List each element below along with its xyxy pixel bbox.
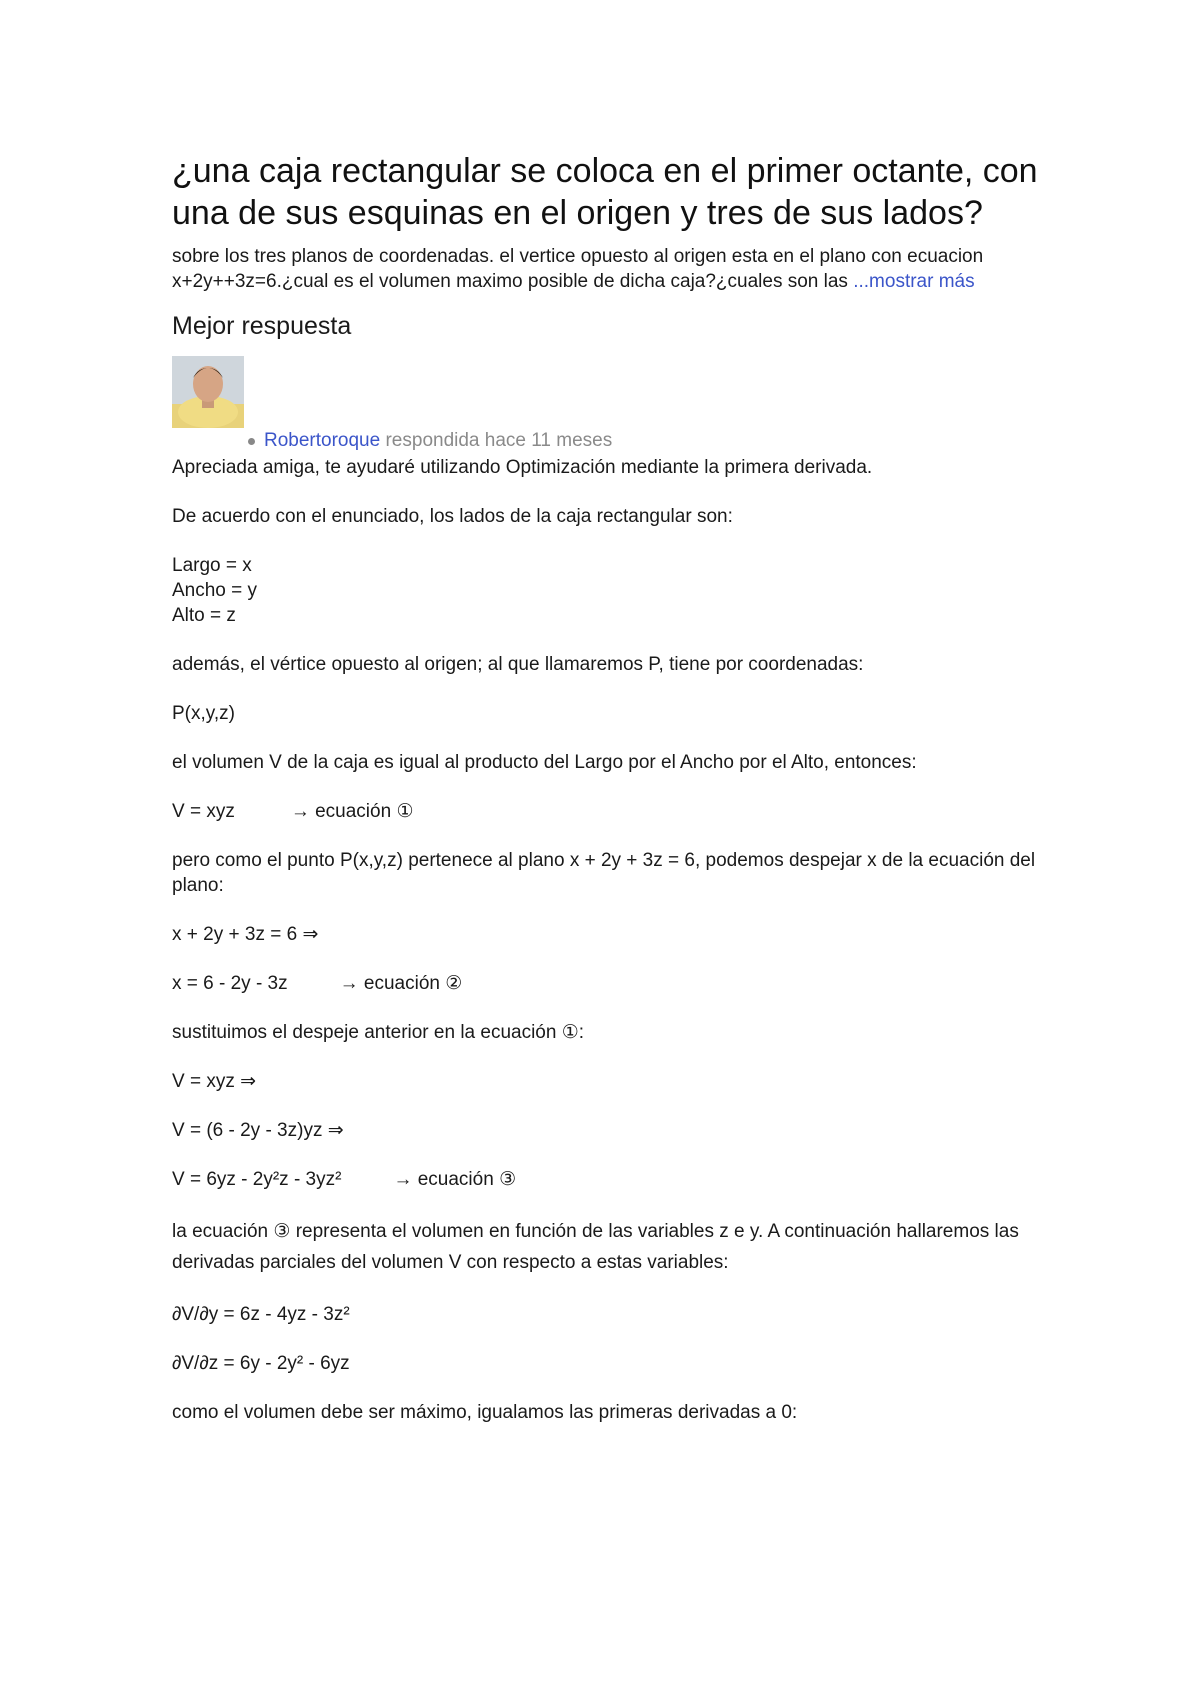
equation-2-text: x = 6 - 2y - 3z [172, 973, 288, 994]
equation-2 [172, 971, 1072, 996]
derivative-y: ∂V/∂y = 6z - 4yz - 3z² [172, 1304, 350, 1325]
avatar-photo [172, 356, 244, 428]
page-content [172, 150, 1072, 1449]
equation-plane: x + 2y + 3z = 6 ⇒ [172, 924, 319, 945]
best-answer-heading: Mejor respuesta [172, 312, 352, 340]
answer-paragraph: la ecuación ③ representa el volumen en función de las variables z e y. A continuación hallaremos las derivadas parciales del volumen V con respecto a estas variables: [172, 1221, 1019, 1273]
side-ancho: Ancho = y [172, 580, 258, 601]
answer-body [172, 455, 1072, 1425]
equation-v1: V = xyz ⇒ [172, 1071, 257, 1092]
answer-meta: respondida hace 11 meses [385, 430, 613, 451]
equation-3-text: V = 6yz - 2y²z - 3yz² [172, 1169, 342, 1190]
avatar[interactable] [172, 356, 244, 428]
derivative-z: ∂V/∂z = 6y - 2y² - 6yz [172, 1353, 350, 1374]
bullet-icon [248, 438, 255, 445]
side-alto: Alto = z [172, 605, 236, 626]
show-more-link[interactable]: ...mostrar más [853, 271, 975, 292]
answer-paragraph: además, el vértice opuesto al origen; al que llamaremos P, tiene por coordenadas: [172, 654, 864, 675]
answer-paragraph: el volumen V de la caja es igual al producto del Largo por el Ancho por el Alto, entonces: [172, 752, 917, 773]
equation-v2: V = (6 - 2y - 3z)yz ⇒ [172, 1120, 344, 1141]
equation-3-tag: → ecuación ③ [393, 1169, 517, 1190]
author-link[interactable]: Robertoroque [264, 430, 381, 451]
answer-paragraph: pero como el punto P(x,y,z) pertenece al plano x + 2y + 3z = 6, podemos despejar x de la ecuación del plano: [172, 850, 1036, 896]
equation-1 [172, 799, 1072, 824]
equation-3 [172, 1167, 1072, 1192]
question-body-text: sobre los tres planos de coordenadas. el vertice opuesto al origen esta en el plano con ecuacion x+2y++3z=6.¿cual es el volumen maximo posible de dicha caja?¿cuales son las [172, 246, 984, 292]
side-largo: Largo = x [172, 555, 252, 576]
question-title: ¿una caja rectangular se coloca en el primer octante, con una de sus esquinas en el origen y tres de sus lados? [172, 152, 1038, 232]
equation-2-tag: → ecuación ② [339, 973, 463, 994]
question-body [172, 244, 1072, 294]
answer-paragraph: Apreciada amiga, te ayudaré utilizando Optimización mediante la primera derivada. [172, 457, 873, 478]
answer-paragraph: De acuerdo con el enunciado, los lados de la caja rectangular son: [172, 506, 733, 527]
answer-paragraph: sustituimos el despeje anterior en la ecuación ①: [172, 1022, 585, 1043]
equation-1-text: V = xyz [172, 801, 235, 822]
point-p: P(x,y,z) [172, 703, 235, 724]
equation-1-tag: → ecuación ① [290, 801, 414, 822]
answer-paragraph: como el volumen debe ser máximo, igualamos las primeras derivadas a 0: [172, 1402, 798, 1423]
answer-author-line [172, 430, 1072, 452]
